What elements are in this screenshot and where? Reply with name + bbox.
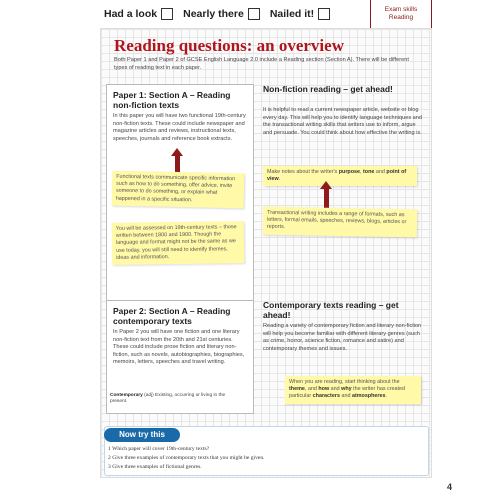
nonfiction-heading: Non-fiction reading – get ahead!: [263, 84, 393, 94]
question-3: 3 Give three examples of fictional genres.: [108, 464, 202, 470]
note-functional: Functional texts communicate specific information such as how to do something, offer advice, invite someone to do something, or explain what happened in a specific situation.: [112, 171, 245, 209]
check-nearly-there[interactable]: [183, 8, 260, 20]
glossary-entry: [110, 393, 240, 406]
nonfiction-body: It is helpful to read a current newspaper article, website or blog every day. This will help you to identify language techniques and the transactional writing skills that writers use to inform, argue and persuade. You could think about how effective the writing is.: [263, 107, 423, 136]
note-transactional: Transactional writing includes a range of formats, such as letters, formal emails, speeches, reviews, blogs, articles or reports.: [263, 207, 417, 237]
progress-checklist: [104, 8, 330, 20]
tag-line: Exam skills: [384, 6, 418, 13]
note-theme-characters: When you are reading, start thinking about the theme, and how and why the writer has created particular characters and atmospheres.: [285, 376, 421, 404]
check-label: Had a look: [104, 8, 158, 20]
top-bar: [0, 0, 500, 30]
glossary-definition: (adj) Existing, occurring or living in the present.: [110, 393, 226, 405]
contemporary-body: Reading a variety of contemporary fiction and literary non-fiction will help you become familiar with different literary genres (such as crime, horror, science fiction, romance and satire) and contemporary themes and issues.: [263, 323, 422, 352]
paper2-title: Paper 2: Section A – Reading contemporary texts: [113, 306, 231, 326]
paper1-body: In this paper you will have two functional 19th-century non-fiction texts. These could include newspaper and magazine articles and reviews, instructional texts, speeches, journals and reference book extracts.: [113, 113, 246, 142]
checkbox[interactable]: [161, 8, 173, 20]
page-title: Reading questions: an overview: [114, 36, 344, 55]
paper2-body: In Paper 2 you will have one fiction and one literary non-fiction text from the 20th and 21st centuries. These could include prose fiction and literary non-fiction, such as novels, autobiographies, biographies, memoirs, letters, speeches and travel writing.: [113, 329, 245, 365]
now-try-this-label: Now try this: [104, 428, 180, 442]
check-label: Nearly there: [183, 8, 244, 20]
check-had-a-look[interactable]: [104, 8, 173, 20]
contemporary-heading: Contemporary texts reading – get ahead!: [263, 300, 399, 320]
glossary-term: Contemporary: [110, 393, 143, 398]
question-1: 1 Which paper will cover 19th-century texts?: [108, 446, 210, 452]
note-19th-century: You will be assessed on 19th-century texts – those written between 1800 and 1900. Though the language and format might not be the same as we use today, you will still need to identify themes, ideas and information.: [112, 221, 245, 265]
intro-text: Both Paper 1 and Paper 2 of GCSE English Language 2.0 include a Reading section (Section A). There will be different types of reading text in each paper.: [114, 57, 409, 71]
note-purpose-tone: Make notes about the writer's purpose, tone and point of view.: [263, 166, 417, 186]
check-label: Nailed it!: [269, 8, 315, 20]
question-2: 2 Give three examples of contemporary texts that you might be given.: [108, 455, 265, 461]
page-number: 4: [447, 482, 453, 492]
paper1-title: Paper 1: Section A – Reading non-fiction texts: [113, 90, 231, 110]
tag-line: Reading: [388, 14, 414, 21]
arrow-icon: [324, 188, 329, 210]
check-nailed-it[interactable]: [270, 8, 330, 20]
checkbox[interactable]: [318, 8, 330, 20]
checkbox[interactable]: [248, 8, 260, 20]
section-tag: [370, 0, 432, 30]
